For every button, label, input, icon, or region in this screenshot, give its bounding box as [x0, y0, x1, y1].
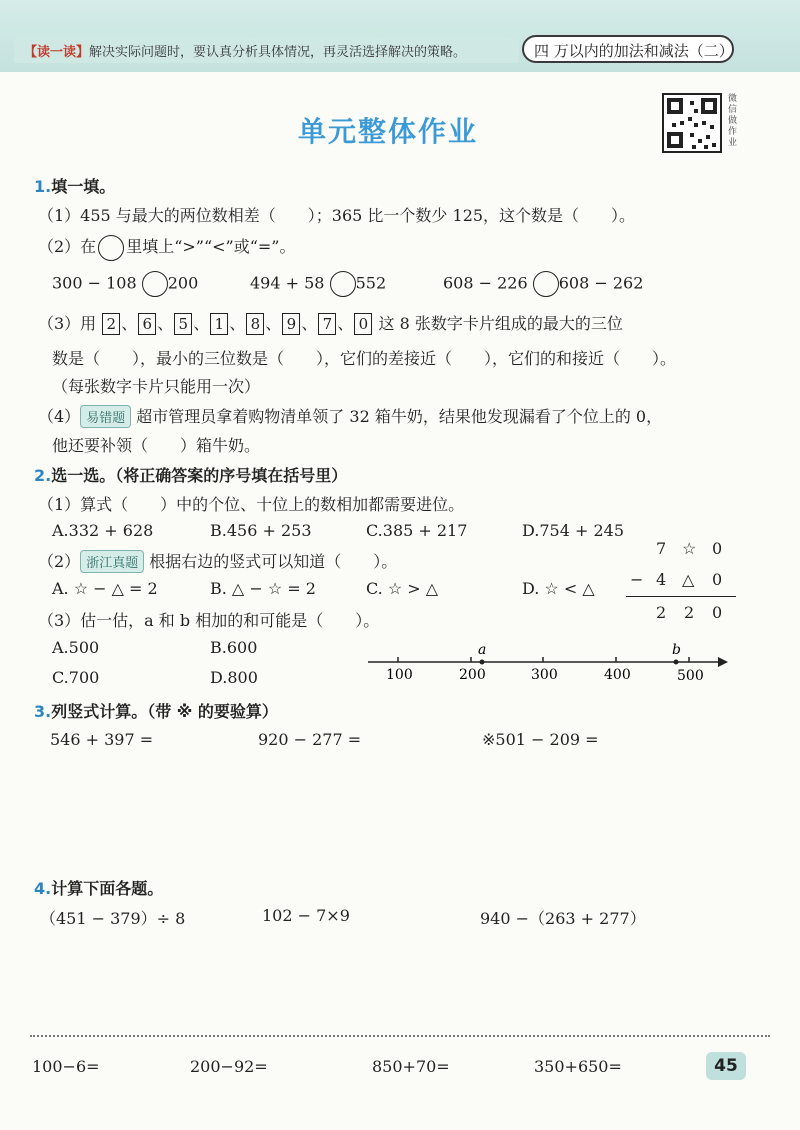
compare-right: 608 − 262	[558, 273, 644, 293]
q1-part3-pre: （3）用	[38, 314, 97, 333]
calc-item: 920 − 277 =	[258, 730, 362, 749]
tick-label: 300	[531, 667, 558, 683]
point-b	[674, 660, 679, 665]
q1-part3	[38, 311, 623, 335]
tick-label: 200	[459, 667, 486, 683]
compare-left: 300 − 108	[52, 273, 137, 293]
digit-card: 1	[210, 313, 228, 335]
point-b-label: b	[672, 642, 681, 658]
qr-code-icon[interactable]	[662, 93, 722, 153]
card-separator: 、	[265, 314, 282, 333]
card-separator: 、	[121, 314, 138, 333]
option: C.700	[52, 668, 100, 687]
q1-number: 1.	[34, 177, 52, 196]
card-separator: 、	[337, 314, 354, 333]
q1-part2	[38, 234, 296, 261]
card-separator: 、	[229, 314, 246, 333]
q1-part3-post: 这 8 张数字卡片组成的最大的三位	[378, 314, 623, 333]
q4-title: 计算下面各题。	[51, 879, 164, 898]
q2-part2-num: （2）	[38, 552, 81, 571]
q1-title: 填一填。	[51, 177, 116, 196]
q3-number: 3.	[34, 702, 52, 721]
digit-card: 5	[174, 313, 192, 335]
oral-calc: 850+70=	[372, 1057, 450, 1076]
option: B. △ − ☆ = 2	[210, 579, 316, 598]
compare-circle[interactable]	[142, 271, 168, 297]
option: A. ☆ − △ = 2	[52, 579, 158, 598]
zhejiang-exam-tag: 浙江真题	[80, 550, 144, 573]
page-title: 单元整体作业	[298, 115, 479, 148]
digit-card: 6	[138, 313, 156, 335]
digit-card: 0	[354, 313, 372, 335]
error-prone-tag: 易错题	[80, 405, 131, 428]
oral-calc: 200−92=	[190, 1057, 268, 1076]
option: B.456 + 253	[210, 521, 312, 540]
digit-card: 9	[282, 313, 300, 335]
q2-part1: （1）算式（ ）中的个位、十位上的数相加都需要进位。	[38, 495, 465, 514]
calc-item: （451 − 379）÷ 8	[40, 909, 186, 928]
vertical-digit: 0	[712, 603, 723, 622]
vertical-digit: 0	[712, 539, 723, 558]
tip-label: 【读一读】	[24, 45, 90, 60]
page-number: 45	[706, 1052, 746, 1080]
digit-card: 7	[318, 313, 336, 335]
calc-item: 102 − 7×9	[262, 906, 350, 925]
vertical-digit: 2	[684, 603, 695, 622]
q2-part2	[38, 549, 397, 573]
compare-right: 552	[355, 273, 387, 293]
q1-part4-num: （4）	[38, 407, 81, 426]
q2-part2-text: 根据右边的竖式可以知道（ ）。	[149, 552, 398, 571]
option: D.800	[210, 668, 258, 687]
q4-number: 4.	[34, 879, 52, 898]
card-separator: 、	[301, 314, 318, 333]
compare-left: 608 − 226	[443, 273, 528, 293]
vertical-digit: 4	[656, 570, 667, 589]
q1-part4	[38, 404, 662, 428]
compare-item	[443, 271, 643, 297]
arrow-icon	[718, 657, 728, 667]
calc-item: 940 −（263 + 277）	[480, 909, 646, 928]
digit-card: 2	[102, 313, 120, 335]
digit-card: 8	[246, 313, 264, 335]
q4-heading	[34, 876, 163, 899]
q2-heading	[34, 463, 347, 486]
compare-item	[52, 271, 198, 297]
card-separator: 、	[193, 314, 210, 333]
option: C.385 + 217	[366, 521, 468, 540]
compare-circle[interactable]	[330, 271, 356, 297]
unit-title: 四 万以内的加法和减法（二）	[534, 42, 734, 60]
q1-part2-pre: （2）在	[38, 237, 97, 256]
option: A.332 + 628	[52, 521, 154, 540]
circle-blank-icon	[98, 235, 124, 261]
q2-title: 选一选。（将正确答案的序号填在括号里）	[51, 466, 348, 485]
vertical-digit: 7	[656, 539, 667, 558]
dotted-divider	[30, 1035, 770, 1037]
star-symbol: ☆	[682, 539, 697, 558]
option: A.500	[52, 638, 100, 657]
triangle-symbol: △	[682, 570, 695, 589]
point-a	[480, 660, 485, 665]
minus-sign: −	[630, 570, 644, 589]
vertical-rule	[626, 596, 736, 597]
q2-part3: （3）估一估，a 和 b 相加的和可能是（ ）。	[38, 611, 380, 630]
q1-heading	[34, 174, 115, 197]
reading-tip	[24, 41, 466, 60]
qr-caption: 微信做作业	[728, 94, 738, 148]
tick-label: 500	[677, 668, 704, 684]
q1-part1: （1）455 与最大的两位数相差（ ）；365 比一个数少 125，这个数是（ ）。	[38, 206, 636, 225]
tip-text: 解决实际问题时，要认真分析具体情况，再灵活选择解决的策略。	[89, 45, 467, 60]
oral-calc: 350+650=	[534, 1057, 622, 1076]
calc-item: 546 + 397 =	[50, 730, 154, 749]
q1-part2-post: 里填上“>”“<”或“=”。	[126, 237, 296, 256]
tick-label: 400	[604, 667, 631, 683]
q1-part4-line2: 他还要补领（ ）箱牛奶。	[52, 436, 261, 455]
tick-label: 100	[386, 667, 413, 683]
number-line	[366, 640, 736, 690]
vertical-digit: 0	[712, 570, 723, 589]
option: D.754 + 245	[522, 521, 624, 540]
q1-part4-text: 超市管理员拿着购物清单领了 32 箱牛奶，结果他发现漏看了个位上的 0，	[136, 407, 663, 426]
q2-number: 2.	[34, 466, 52, 485]
compare-right: 200	[167, 273, 199, 293]
q3-title: 列竖式计算。（带 ※ 的要验算）	[51, 702, 278, 721]
card-separator: 、	[157, 314, 174, 333]
compare-left: 494 + 58	[250, 273, 325, 293]
point-a-label: a	[478, 642, 487, 658]
compare-circle[interactable]	[533, 271, 559, 297]
calc-item: ※501 − 209 =	[482, 730, 599, 749]
oral-calc: 100−6=	[32, 1057, 100, 1076]
q1-part3-line2: 数是（ ），最小的三位数是（ ），它们的差接近（ ），它们的和接近（ ）。	[52, 349, 677, 368]
option: D. ☆ < △	[522, 579, 595, 598]
compare-item	[250, 271, 386, 297]
q1-part3-line3: （每张数字卡片只能用一次）	[52, 377, 261, 396]
option: C. ☆ > △	[366, 579, 439, 598]
vertical-digit: 2	[656, 603, 667, 622]
option: B.600	[210, 638, 258, 657]
q3-heading	[34, 699, 278, 722]
